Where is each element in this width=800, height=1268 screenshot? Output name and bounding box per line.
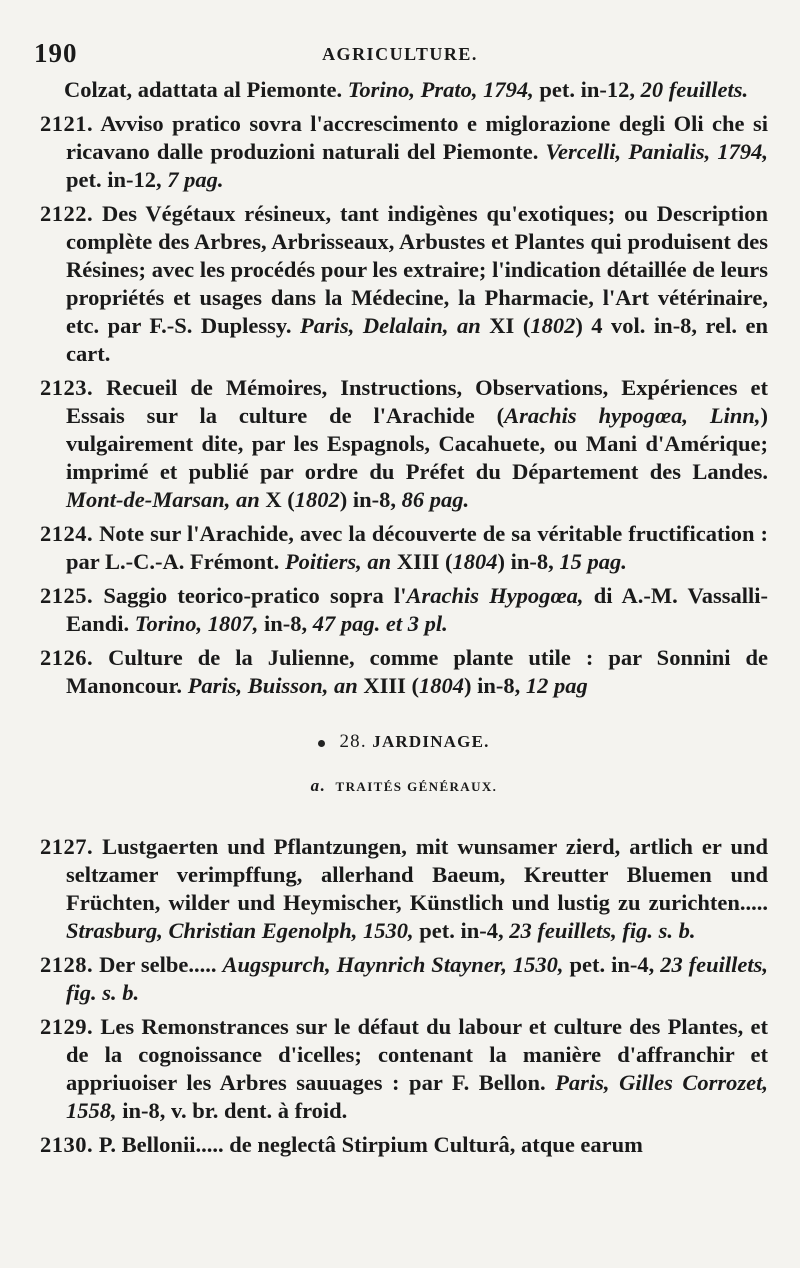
bibliography-entry xyxy=(40,833,768,945)
bibliography-entry xyxy=(40,110,768,194)
entry-imprint: Paris, Delalain, an xyxy=(300,313,481,338)
entry-text: Colzat, adattata al Piemonte. xyxy=(64,77,348,102)
entry-imprint: 47 pag. et 3 pl. xyxy=(312,611,448,636)
entry-text: X ( xyxy=(259,487,295,512)
bibliography-entry xyxy=(40,374,768,514)
body-text xyxy=(40,76,768,1165)
bibliography-entry xyxy=(40,520,768,576)
entry-number: 2130. xyxy=(40,1132,94,1157)
entry-number: 2121. xyxy=(40,111,94,136)
entry-number: 2129. xyxy=(40,1014,94,1039)
bibliography-entry xyxy=(40,200,768,368)
entry-imprint: Mont-de-Marsan, an xyxy=(66,487,260,512)
entry-imprint: Paris, Gilles Corrozet, 1558, xyxy=(66,1070,768,1123)
entry-imprint: 7 pag. xyxy=(167,167,224,192)
entries-bottom xyxy=(40,833,768,1159)
running-head xyxy=(34,38,766,72)
entry-imprint: Torino, 1807, xyxy=(134,611,259,636)
entry-text: ) vulgairement dite, par les Espagnols, Cacahuete, ou Mani d'Amérique; imprimé et publié par ordre du Préfet du Département des Landes. xyxy=(66,403,768,484)
entry-imprint: 1804 xyxy=(419,673,465,698)
entry-text: XI ( xyxy=(480,313,531,338)
bibliography-entry xyxy=(40,1013,768,1125)
entry-text: Les Remonstrances sur le défaut du labour et culture des Plantes, et de la cognoissance d'icelles; contenant la manière d'affranchir et appriuoiser les Arbres sauuages : par F. Bellon. xyxy=(66,1014,768,1095)
entry-imprint: 23 feuillets, fig. s. b. xyxy=(66,952,769,1005)
entry-imprint: 86 pag. xyxy=(401,487,470,512)
entry-number: 2126. xyxy=(40,645,94,670)
section-number: 28. xyxy=(339,731,367,752)
entry-number: 2123. xyxy=(40,375,94,400)
entry-text: di A.-M. Vassalli-Eandi. xyxy=(66,583,768,636)
entries-top xyxy=(40,76,768,700)
entry-imprint: 23 feuillets, fig. s. b. xyxy=(509,918,696,943)
entry-text: ) in-8, xyxy=(497,549,560,574)
entry-text: Recueil de Mémoires, Instructions, Observations, Expériences et Essais sur la culture de l'Arachide ( xyxy=(66,375,768,428)
entry-imprint: Torino, Prato, 1794, xyxy=(347,77,534,102)
entry-imprint: Augspurch, Haynrich Stayner, 1530, xyxy=(222,952,564,977)
entry-number: 2128. xyxy=(40,952,94,977)
entry-number: 2127. xyxy=(40,834,94,859)
entry-text: ) in-8, xyxy=(464,673,526,698)
entry-text: Note sur l'Arachide, avec la découverte de sa véritable fructification : par L.-C.-A. Frémont. xyxy=(66,521,768,574)
bullet-icon xyxy=(318,740,325,747)
entry-text: Der selbe..... xyxy=(93,952,223,977)
bibliography-entry xyxy=(40,582,768,638)
entry-imprint: Strasburg, Christian Egenolph, 1530, xyxy=(66,918,414,943)
entry-continuation xyxy=(40,76,768,104)
section-title: JARDINAGE. xyxy=(372,732,490,751)
entry-text: Culture de la Julienne, comme plante utile : par Sonnini de Manoncour. xyxy=(66,645,768,698)
entry-text: XIII ( xyxy=(357,673,420,698)
entry-text: ) in-8, xyxy=(339,487,402,512)
entry-text: pet. in-12, xyxy=(533,77,641,102)
bibliography-entry xyxy=(40,644,768,700)
entry-imprint: 20 feuillets. xyxy=(640,77,749,102)
entry-text: pet. in-4, xyxy=(413,918,510,943)
entry-text: pet. in-4, xyxy=(563,952,661,977)
entry-text: P. Bellonii..... de neglectâ Stirpium Culturâ, atque earum xyxy=(93,1132,643,1157)
entry-imprint: 1802 xyxy=(294,487,340,512)
entry-text: ) 4 vol. in-8, rel. en cart. xyxy=(66,313,769,366)
entry-text: in-8, xyxy=(258,611,313,636)
entry-text: in-8, v. br. dent. à froid. xyxy=(116,1098,348,1123)
entry-number: 2124. xyxy=(40,521,94,546)
entry-text: Lustgaerten und Pflantzungen, mit wunsamer zierd, artlich er und seltzamer verimpffung, allerhand Baeum, Kreutter Bluemen und Früchten, wilder und Heymischer, Künstlich und lustig zu zurichten..... xyxy=(66,834,768,915)
entry-number: 2125. xyxy=(40,583,94,608)
subsection-title: TRAITÉS GÉNÉRAUX. xyxy=(335,779,498,794)
entry-imprint: Paris, Buisson, an xyxy=(187,673,358,698)
entry-imprint: 12 pag xyxy=(525,673,588,698)
entry-imprint: 1802 xyxy=(530,313,576,338)
entry-imprint: Vercelli, Panialis, 1794, xyxy=(545,139,769,164)
subsection-heading xyxy=(40,776,768,797)
subsection-letter: a. xyxy=(310,776,327,795)
entry-text: XIII ( xyxy=(391,549,453,574)
entry-number: 2122. xyxy=(40,201,94,226)
entry-text: Avviso pratico sovra l'accrescimento e miglorazione degli Oli che si ricavano dalle produzioni naturali del Piemonte. xyxy=(66,111,768,164)
entry-imprint: 15 pag. xyxy=(559,549,627,574)
running-title: AGRICULTURE. xyxy=(322,44,478,64)
entry-text: Saggio teorico-pratico sopra l' xyxy=(93,583,407,608)
entry-imprint: Poitiers, an xyxy=(284,549,392,574)
entry-text: Des Végétaux résineux, tant indigènes qu'exotiques; ou Description complète des Arbres, Arbrisseaux, Arbustes et Plantes qui produisent des Résines; avec les procédés pour les extraire; l'indication détaillée de leurs propriétés et usages dans la Médecine, la Pharmacie, l'Art vétérinaire, etc. par F.-S. Duplessy. xyxy=(66,201,768,338)
entry-imprint: 1804 xyxy=(452,549,498,574)
section-heading xyxy=(40,730,768,754)
bibliography-entry xyxy=(40,951,768,1007)
page-number: 190 xyxy=(34,38,78,68)
entry-text: pet. in-12, xyxy=(66,167,168,192)
entry-imprint: Arachis hypogœa, Linn, xyxy=(504,403,761,428)
bibliography-entry xyxy=(40,1131,768,1159)
entry-imprint: Arachis Hypogœa, xyxy=(406,583,584,608)
